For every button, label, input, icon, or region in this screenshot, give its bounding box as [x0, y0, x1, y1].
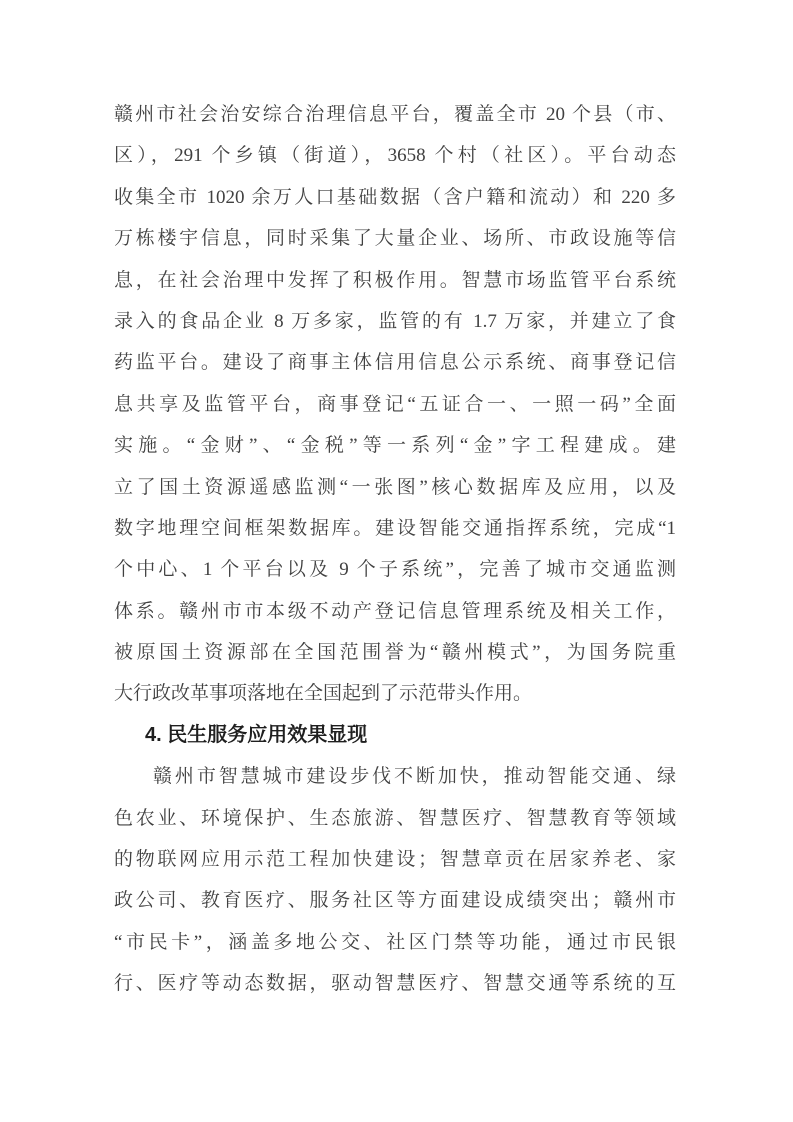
text-line: 实施。“金财”、“金税”等一系列“金”字工程建成。建 [114, 435, 676, 457]
text-line: 体系。赣州市市本级不动产登记信息管理系统及相关工作， [114, 600, 676, 622]
text-line: 息共享及监管平台，商事登记“五证合一、一照一码”全面 [114, 393, 676, 415]
text-line: “市民卡”，涵盖多地公交、社区门禁等功能，通过市民银 [114, 931, 676, 953]
text-line: 赣州市社会治安综合治理信息平台，覆盖全市 20 个县（市、 [114, 104, 676, 125]
section-heading: 4. 民生服务应用效果显现 [145, 723, 368, 746]
text-line: 大行政改革事项落地在全国起到了示范带头作用。 [114, 683, 533, 705]
text-line: 区），291 个乡镇（街道），3658 个村（社区）。平台动态 [114, 145, 676, 167]
text-line: 色农业、环境保护、生态旅游、智慧医疗、智慧教育等领域 [114, 807, 676, 829]
text-line: 政公司、教育医疗、服务社区等方面建设成绩突出；赣州市 [114, 890, 676, 912]
text-line: 赣州市智慧城市建设步伐不断加快，推动智能交通、绿 [153, 766, 676, 788]
text-line: 数字地理空间框架数据库。建设智能交通指挥系统，完成“1 [114, 517, 676, 539]
text-block [114, 94, 676, 1005]
text-line: 药监平台。建设了商事主体信用信息公示系统、商事登记信 [114, 352, 676, 374]
text-line: 立了国土资源遥感监测“一张图”核心数据库及应用，以及 [114, 476, 676, 498]
text-line: 万栋楼宇信息，同时采集了大量企业、场所、市政设施等信 [114, 228, 676, 250]
text-line: 收集全市 1020 余万人口基础数据（含户籍和流动）和 220 多 [114, 186, 676, 208]
text-line: 息，在社会治理中发挥了积极作用。智慧市场监管平台系统 [114, 269, 676, 291]
text-line: 被原国土资源部在全国范围誉为“赣州模式”，为国务院重 [114, 642, 676, 664]
text-line: 的物联网应用示范工程加快建设；智慧章贡在居家养老、家 [114, 849, 676, 871]
text-line: 录入的食品企业 8 万多家，监管的有 1.7 万家，并建立了食 [114, 310, 676, 332]
text-line: 行、医疗等动态数据，驱动智慧医疗、智慧交通等系统的互 [114, 973, 676, 995]
text-line: 个中心、1 个平台以及 9 个子系统”，完善了城市交通监测 [114, 559, 676, 581]
